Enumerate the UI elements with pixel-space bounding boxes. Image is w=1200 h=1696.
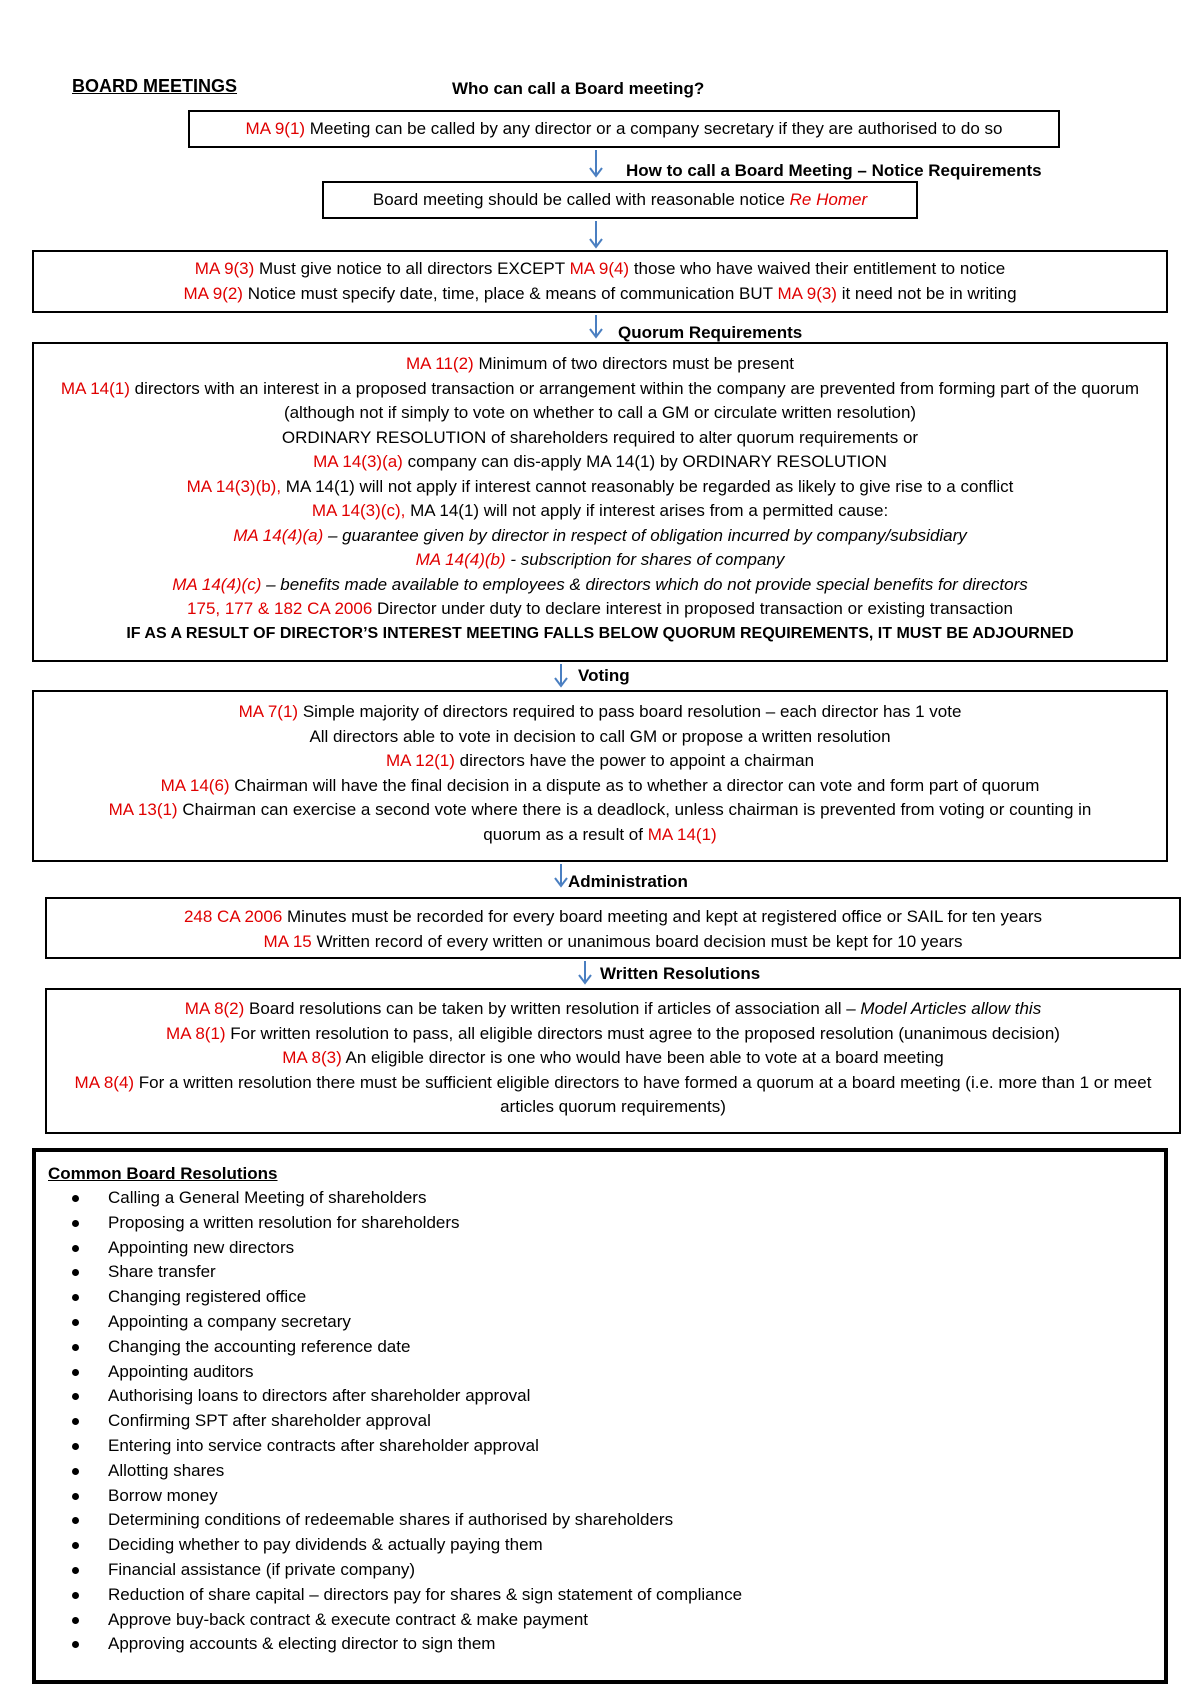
line-text: directors with an interest in a proposed transaction or arrangement within the company are prevented from forming part of the quorum (although not if simply to vote on whether to call a GM or circulate written resolution) [129, 378, 1140, 422]
bullet-icon [72, 1195, 79, 1202]
bullet-icon [72, 1220, 79, 1227]
voting-line [34, 725, 1166, 750]
common-resolutions-title: Common Board Resolutions [48, 1164, 278, 1183]
flow-arrow [578, 961, 592, 985]
voting-line [34, 749, 1166, 774]
bullet-icon [72, 1393, 79, 1400]
list-item [36, 1583, 1164, 1608]
bullet-icon [72, 1294, 79, 1301]
line-text: Simple majority of directors required to pass board resolution – each director has 1 vote [298, 702, 962, 721]
line-text: ORDINARY RESOLUTION of shareholders required to alter quorum requirements or [281, 427, 919, 447]
bullet-icon [72, 1517, 79, 1524]
line-text: An eligible director is one who would have been able to vote at a board meeting [341, 1048, 944, 1067]
line-text: - subscription for shares of company [505, 550, 785, 569]
notice-line [324, 188, 916, 213]
list-item-text: Allotting shares [108, 1460, 225, 1480]
list-item [36, 1434, 1164, 1459]
written-line [47, 997, 1179, 1022]
line-text: MA 14(1) will not apply if interest arises from a permitted cause: [405, 501, 889, 520]
line-text-italic: Model Articles allow this [860, 999, 1042, 1018]
list-item [36, 1310, 1164, 1335]
notice-rules-box [32, 250, 1168, 313]
bullet-icon [72, 1418, 79, 1425]
line-text: For written resolution to pass, all eligible directors must agree to the proposed resolution (unanimous decision) [225, 1023, 1060, 1043]
ref: MA 14(4)(c) [172, 574, 262, 594]
ref: MA 14(4)(a) [233, 525, 324, 545]
bullet-icon [72, 1369, 79, 1376]
line-text: company can dis-apply MA 14(1) by ORDINARY RESOLUTION [402, 452, 887, 471]
line-text: it need not be in writing [836, 283, 1017, 303]
list-item-text: Approve buy-back contract & execute contract & make payment [108, 1609, 589, 1629]
line-text: Minimum of two directors must be present [473, 354, 794, 373]
line-text: those who have waived their entitlement to notice [629, 259, 1006, 278]
ref: MA 15 [263, 931, 312, 951]
line-text: All directors able to vote in decision to call GM or propose a written resolution [309, 726, 891, 746]
line-text: Chairman will have the final decision in a dispute as to whether a director can vote and form part of quorum [229, 775, 1040, 795]
line-text: IF AS A RESULT OF DIRECTOR’S INTEREST MEETING FALLS BELOW QUORUM REQUIREMENTS, IT MUST BE ADJOURNED [126, 624, 1074, 642]
bullet-icon [72, 1641, 79, 1648]
bullet-icon [72, 1443, 79, 1450]
case-ref: Re Homer [789, 190, 868, 209]
ref: MA 14(1) [60, 378, 130, 398]
admin-line [47, 930, 1179, 955]
ref: MA 9(1) [245, 119, 306, 138]
list-item [36, 1384, 1164, 1409]
quorum-line [34, 573, 1166, 598]
who-box [188, 110, 1060, 148]
voting-box [32, 690, 1168, 862]
ref: 175, 177 & 182 CA 2006 [187, 599, 373, 618]
ref: MA 14(3)(c), [311, 501, 406, 520]
list-item-text: Authorising loans to directors after shareholder approval [108, 1386, 531, 1406]
ref: MA 8(1) [166, 1023, 226, 1043]
ref: MA 14(3)(b), [186, 476, 282, 496]
common-resolutions-list [36, 1186, 1164, 1657]
quorum-line [34, 377, 1166, 426]
list-item [36, 1285, 1164, 1310]
ref: 248 CA 2006 [183, 907, 283, 926]
ref: MA 9(3) [777, 283, 837, 303]
flow-arrow [589, 315, 603, 339]
line-text: – benefits made available to employees & directors which do not provide special benefits for directors [261, 574, 1028, 594]
bullet-icon [72, 1468, 79, 1475]
quorum-line [34, 548, 1166, 573]
written-line [47, 1022, 1179, 1047]
page-title: BOARD MEETINGS [72, 76, 238, 96]
flow-arrow [589, 150, 603, 178]
list-item-text: Financial assistance (if private company) [108, 1559, 416, 1579]
notice-box [322, 181, 918, 219]
list-item [36, 1533, 1164, 1558]
list-item [36, 1459, 1164, 1484]
line-text: Chairman can exercise a second vote where there is a deadlock, unless chairman is prevented from voting or counting in quorum as a result of [177, 800, 1092, 844]
line-text: Notice must specify date, time, place & means of communication BUT [242, 283, 778, 303]
list-item [36, 1508, 1164, 1533]
list-item [36, 1484, 1164, 1509]
ref: MA 14(3)(a) [313, 452, 403, 471]
written-line [47, 1071, 1179, 1120]
bullet-icon [72, 1592, 79, 1599]
list-item-text: Confirming SPT after shareholder approval [108, 1411, 431, 1431]
quorum-line [34, 426, 1166, 451]
list-item [36, 1360, 1164, 1385]
quorum-line [34, 450, 1166, 475]
list-item-text: Appointing a company secretary [108, 1311, 351, 1331]
voting-line [34, 798, 1166, 847]
list-item [36, 1260, 1164, 1285]
notice-rule-2 [34, 282, 1166, 307]
list-item-text: Calling a General Meeting of shareholders [108, 1188, 427, 1207]
ref: MA 13(1) [108, 800, 178, 819]
list-item-text: Entering into service contracts after shareholder approval [108, 1435, 539, 1455]
ref: MA 8(2) [184, 999, 245, 1018]
flow-arrow [589, 221, 603, 249]
bullet-icon [72, 1245, 79, 1252]
quorum-line [34, 499, 1166, 524]
ref: MA 8(3) [282, 1048, 342, 1067]
list-item-text: Share transfer [108, 1262, 216, 1282]
list-item [36, 1558, 1164, 1583]
quorum-adjourn-line [34, 622, 1166, 647]
admin-line [47, 905, 1179, 930]
list-item-text: Proposing a written resolution for shareholders [108, 1212, 460, 1232]
line-text: For a written resolution there must be sufficient eligible directors to have formed a quorum at a board meeting (i.e. more than 1 or meet articles quorum requirements) [134, 1072, 1152, 1116]
bullet-icon [72, 1269, 79, 1276]
list-item-text: Borrow money [108, 1485, 218, 1505]
ref: MA 7(1) [238, 702, 299, 721]
list-item [36, 1409, 1164, 1434]
notice-heading: How to call a Board Meeting – Notice Requirements [626, 161, 1042, 180]
bullet-icon [72, 1567, 79, 1574]
quorum-line [34, 352, 1166, 377]
common-resolutions-box [32, 1148, 1168, 1684]
bullet-icon [72, 1542, 79, 1549]
ref: MA 9(3) [194, 259, 255, 278]
voting-heading: Voting [578, 666, 630, 685]
quorum-heading: Quorum Requirements [618, 323, 803, 342]
list-item-text: Appointing new directors [108, 1237, 295, 1257]
line-text: Board resolutions can be taken by written resolution if articles of association all – [244, 999, 861, 1018]
voting-line [34, 774, 1166, 799]
line-text: Written record of every written or unanimous board decision must be kept for 10 years [311, 931, 963, 951]
ref: MA 9(2) [183, 283, 243, 303]
ref: MA 14(6) [160, 775, 230, 795]
list-item-text: Appointing auditors [108, 1361, 254, 1381]
list-item [36, 1186, 1164, 1211]
quorum-line [34, 524, 1166, 549]
list-item [36, 1335, 1164, 1360]
who-line [190, 117, 1058, 142]
list-item-text: Deciding whether to pay dividends & actually paying them [108, 1535, 543, 1555]
list-item [36, 1211, 1164, 1236]
list-item-text: Changing registered office [108, 1287, 307, 1307]
line-text: Minutes must be recorded for every board meeting and kept at registered office or SAIL for ten years [282, 907, 1043, 926]
bullet-icon [72, 1493, 79, 1500]
list-item [36, 1632, 1164, 1657]
line-text: – guarantee given by director in respect of obligation incurred by company/subsidiary [323, 525, 967, 545]
admin-box [45, 897, 1181, 959]
quorum-line [34, 475, 1166, 500]
line-text: Board meeting should be called with reasonable notice [372, 190, 790, 209]
bullet-icon [72, 1617, 79, 1624]
line-text: directors have the power to appoint a chairman [454, 751, 815, 770]
list-item [36, 1608, 1164, 1633]
ref: MA 14(1) [647, 824, 717, 844]
bullet-icon [72, 1319, 79, 1326]
line-text: MA 14(1) will not apply if interest cannot reasonably be regarded as likely to give rise to a conflict [281, 476, 1014, 496]
ref: MA 14(4)(b) [415, 550, 506, 569]
list-item-text: Reduction of share capital – directors pay for shares & sign statement of compliance [108, 1584, 743, 1604]
line-text: Director under duty to declare interest in proposed transaction or existing transaction [372, 599, 1013, 618]
quorum-line [34, 597, 1166, 622]
flow-arrow [554, 864, 568, 888]
ref: MA 8(4) [74, 1072, 135, 1092]
line-text: Must give notice to all directors EXCEPT [254, 259, 570, 278]
written-line [47, 1046, 1179, 1071]
list-item-text: Determining conditions of redeemable shares if authorised by shareholders [108, 1510, 674, 1530]
ref: MA 12(1) [385, 751, 455, 770]
flow-arrow [554, 664, 568, 688]
bullet-icon [72, 1344, 79, 1351]
admin-heading: Administration [568, 872, 688, 891]
list-item-text: Approving accounts & electing director to sign them [108, 1634, 496, 1654]
ref: MA 9(4) [569, 259, 630, 278]
written-heading: Written Resolutions [600, 964, 761, 983]
notice-rule-1 [34, 257, 1166, 282]
ref: MA 11(2) [406, 354, 474, 373]
list-item [36, 1236, 1164, 1261]
list-item-text: Changing the accounting reference date [108, 1336, 411, 1356]
voting-line [34, 700, 1166, 725]
quorum-box [32, 342, 1168, 662]
line-text: Meeting can be called by any director or a company secretary if they are authorised to do so [305, 119, 1003, 138]
who-heading: Who can call a Board meeting? [452, 79, 705, 98]
written-box [45, 988, 1181, 1134]
